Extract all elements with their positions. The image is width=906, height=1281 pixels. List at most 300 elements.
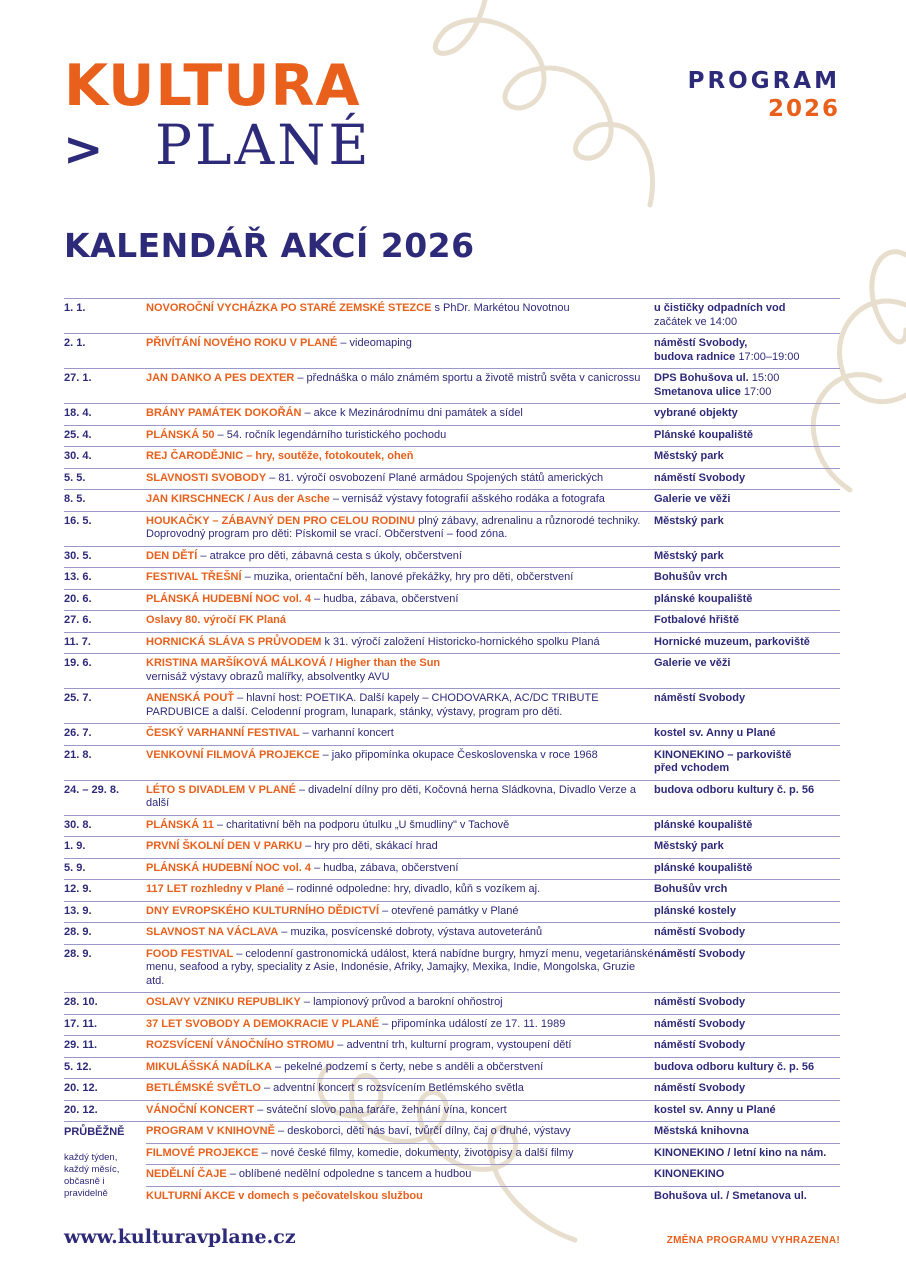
event-description [146,840,654,854]
event-name: PLÁNSKÁ HUDEBNÍ NOC vol. 4 [146,592,312,605]
ongoing-row [146,1164,840,1186]
event-name: BRÁNY PAMÁTEK DOKOŘÁN [146,407,302,419]
event-place-name: Galerie ve věži [654,493,731,505]
event-place-name: kostel sv. Anny u Plané [654,1103,776,1116]
event-place-line [654,1104,840,1118]
event-place [654,636,840,650]
event-place-name: náměstí Svobody [654,947,746,960]
event-detail: – otevřené památky v Plané [379,904,519,917]
event-row [64,653,840,688]
event-place [654,302,840,329]
event-detail: k 31. výročí založení Historicko-hornického spolku Planá [321,635,600,648]
event-detail: – nové české filmy, komedie, dokumenty, životopisy a další filmy [258,1146,574,1159]
event-place-name: plánské koupaliště [654,861,753,874]
event-description [146,493,654,507]
event-place-line [654,727,840,741]
ongoing-heading: PRŮBĚŽNĚ [64,1126,125,1138]
program-badge [688,68,840,123]
event-row [64,901,840,923]
event-description [146,571,654,585]
event-description [146,1168,654,1182]
event-description [146,472,654,486]
event-place-name: Bohušova ul. / Smetanova ul. [654,1189,807,1202]
event-date: 20. 12. [64,1103,98,1116]
event-name: JAN DANKO A PES DEXTER [146,372,295,384]
event-description [146,905,654,919]
event-place-line [654,948,840,962]
event-detail: plný zábavy, adrenalinu a různorodé techniky. Doprovodný program pro děti: Pískomil se vrací. Občerstvení – food zóna. [146,514,641,540]
event-place-name-2: Smetanova ulice [654,385,741,398]
event-place-name-2: před vchodem [654,762,730,774]
event-place-line [654,429,840,443]
event-place-extra: začátek ve 14:00 [654,315,738,328]
event-place [654,1061,840,1075]
event-description [146,636,654,650]
event-description [146,883,654,897]
event-date: 5. 5. [64,471,86,484]
event-date: 27. 6. [64,614,92,626]
event-description [146,337,654,364]
event-place-name: Bohušův vrch [654,883,728,895]
event-description [146,1190,654,1204]
event-description [146,819,654,833]
event-row [64,446,840,468]
event-place [654,692,840,719]
event-place-name: vybrané objekty [654,407,738,419]
event-detail: – akce k Mezinárodnímu dni památek a sídel [301,407,523,419]
event-row [64,1078,840,1100]
logo-kultura: KULTURA [64,53,361,119]
event-date: 2. 1. [64,337,86,349]
event-place-line [654,762,840,776]
event-detail: – hlavní host: POETIKA. Další kapely – CHODOVARKA, AC/DC TRIBUTE PARDUBICE a další. Celodenní program, lunapark, stánky, výstavy, program pro děti. [146,692,599,718]
event-date: 25. 7. [64,692,92,704]
event-row [64,780,840,815]
event-description [146,784,654,811]
event-place-line [654,1082,840,1096]
event-place [654,905,840,919]
event-place-name: náměstí Svobody, [654,337,748,349]
event-name: FESTIVAL TŘEŠNÍ [146,571,242,583]
event-name: PLÁNSKÁ HUDEBNÍ NOC vol. 4 [146,861,312,874]
event-place-line [654,926,840,940]
event-row [64,723,840,745]
event-place-line [654,593,840,607]
program-year: 2026 [767,95,840,122]
event-place [654,1168,840,1182]
event-detail: – sváteční slovo pana faráře, žehnání vína, koncert [254,1103,507,1116]
event-place [654,926,840,940]
event-place [654,996,840,1010]
event-detail: – muzika, posvícenské dobroty, výstava autoveteránů [278,926,543,938]
event-place [654,1147,840,1161]
event-detail: – deskoborci, děti nás baví, tvůrčí dílny, čaj o druhé, výstavy [274,1125,571,1137]
event-description [146,948,654,989]
event-place-name: u čističky odpadních vod [654,302,786,314]
logo-arrow-icon: > [63,122,104,176]
event-date: 20. 6. [64,592,92,605]
event-place-name: budova odboru kultury č. p. 56 [654,1060,815,1073]
event-name: PLÁNSKÁ 11 [146,818,214,831]
event-place [654,1018,840,1032]
event-place-name: DPS Bohušova ul. [654,372,749,384]
event-name: PRVNÍ ŠKOLNÍ DEN V PARKU [146,840,303,852]
event-place-line [654,819,840,833]
events-list [64,298,840,1121]
event-detail: – rodinné odpoledne: hry, divadlo, kůň s vozíkem aj. [284,883,541,895]
event-place [654,593,840,607]
event-description [146,302,654,329]
event-place [654,1190,840,1204]
event-row [64,944,840,993]
event-name: VENKOVNÍ FILMOVÁ PROJEKCE [146,748,320,761]
event-date: 26. 7. [64,727,92,739]
event-description [146,593,654,607]
event-place [654,840,840,854]
event-place-line [654,515,840,529]
event-row [64,468,840,490]
event-row [64,745,840,780]
event-description [146,450,654,464]
event-row [64,403,840,425]
event-row [64,836,840,858]
events-table [64,298,840,1207]
event-description [146,1104,654,1118]
event-place-line [654,657,840,671]
event-place-line [654,351,840,365]
event-date: 13. 6. [64,571,92,583]
event-date: 30. 5. [64,549,92,562]
event-detail: – adventní koncert s rozsvícením Betlémského světla [260,1082,524,1094]
event-date: 8. 5. [64,493,86,505]
event-place-name: Bohušův vrch [654,571,728,583]
ongoing-label [64,1122,146,1207]
event-name: Oslavy 80. výročí FK Planá [146,614,287,626]
event-description [146,614,654,628]
event-place-time: 15:00 [748,372,780,384]
event-description [146,926,654,940]
event-name: SLAVNOSTI SVOBODY [146,471,267,484]
event-date: 19. 6. [64,657,92,669]
event-detail: – lampionový průvod a barokní ohňostroj [300,996,503,1008]
event-place-time: 17:00 [740,385,772,398]
event-name: MIKULÁŠSKÁ NADÍLKA [146,1060,272,1073]
event-place [654,727,840,741]
event-place-name: Galerie ve věži [654,657,731,669]
event-place-line [654,1018,840,1032]
event-place [654,948,840,989]
logo-plane: PLANÉ [155,113,372,177]
event-detail: – pekelné podzemí s čerty, nebe s anděli a občerstvení [271,1060,544,1073]
event-place-name: budova odboru kultury č. p. 56 [654,783,815,796]
event-description [146,1039,654,1053]
event-detail: – varhanní koncert [299,727,394,739]
event-row [64,368,840,403]
event-description [146,657,654,684]
event-name: NEDĚLNÍ ČAJE [146,1168,227,1180]
event-place-name: náměstí Svobody [654,1039,746,1051]
event-date: 5. 9. [64,861,86,874]
event-place-line [654,749,840,763]
event-place [654,862,840,876]
event-detail: – oblíbené nedělní odpoledne s tancem a hudbou [226,1168,472,1180]
event-place-name: Městský park [654,514,724,527]
event-place-name: Plánské koupaliště [654,428,754,441]
event-place [654,571,840,585]
event-row [64,922,840,944]
event-name: LÉTO S DIVADLEM V PLANÉ [146,783,296,796]
event-detail: – 81. výročí osvobození Plané armádou Spojených států amerických [266,471,604,484]
event-row [64,425,840,447]
event-place-line [654,407,840,421]
event-place [654,1125,840,1139]
event-place-line [654,386,840,400]
event-name: JAN KIRSCHNECK / Aus der Asche [146,493,330,505]
event-date: 25. 4. [64,428,92,441]
event-name: 117 LET rozhledny v Plané [146,883,285,895]
event-date: 12. 9. [64,883,92,895]
event-place-line [654,692,840,706]
event-date: 18. 4. [64,407,92,419]
event-row [64,632,840,654]
event-place-name: plánské koupaliště [654,592,753,605]
event-date: 11. 7. [64,635,91,648]
event-detail: – muzika, orientační běh, lanové překážky, hry pro děti, občerstvení [241,571,574,583]
event-date: 30. 8. [64,818,92,831]
event-name: SLAVNOST NA VÁCLAVA [146,926,279,938]
event-date: 1. 9. [64,840,86,852]
event-row [64,298,840,333]
event-description [146,1018,654,1032]
event-row [64,333,840,368]
event-place-line [654,636,840,650]
event-place-name: náměstí Svobody [654,1082,746,1094]
ongoing-row [146,1122,840,1143]
event-detail: – atrakce pro děti, zábavná cesta s úkoly, občerstvení [197,549,462,562]
event-place-name: KINONEKINO – parkoviště [654,748,792,761]
event-name: NOVOROČNÍ VYCHÁZKA PO STARÉ ZEMSKÉ STEZCE [146,302,432,314]
event-place [654,337,840,364]
event-place-line [654,571,840,585]
event-place-name: Fotbalové hřiště [654,614,739,626]
event-description [146,372,654,399]
event-description [146,1125,654,1139]
event-row [64,858,840,880]
event-place [654,657,840,684]
event-place-line [654,302,840,316]
event-detail: – hry pro děti, skákací hrad [302,840,438,852]
event-place-line [654,1061,840,1075]
event-place-name: plánské kostely [654,904,736,917]
event-place-line [654,614,840,628]
event-date: 29. 11. [64,1039,98,1051]
event-place [654,1082,840,1096]
event-place [654,472,840,486]
event-place-name: náměstí Svobody [654,926,746,938]
event-date: 28. 9. [64,947,92,960]
event-row [64,879,840,901]
event-place-name: náměstí Svobody [654,471,746,484]
event-date: 27. 1. [64,372,92,384]
ongoing-row [146,1186,840,1208]
event-detail: – připomínka událostí ze 17. 11. 1989 [379,1017,566,1030]
event-detail: – hudba, zábava, občerstvení [311,861,459,874]
event-name: KULTURNÍ AKCE v domech s pečovatelskou službou [146,1189,423,1202]
event-description [146,1082,654,1096]
event-place-name: Městská knihovna [654,1125,749,1137]
event-place-name: Hornické muzeum, parkoviště [654,635,810,648]
event-description [146,1061,654,1075]
event-place [654,749,840,776]
swirl-top [435,0,652,205]
ongoing-row [146,1143,840,1165]
event-description [146,1147,654,1161]
event-place [654,550,840,564]
event-place-name: plánské koupaliště [654,818,753,831]
event-row [64,1014,840,1036]
event-name: ANENSKÁ POUŤ [146,692,235,704]
event-description [146,862,654,876]
event-row [64,992,840,1014]
event-name: DEN DĚTÍ [146,549,198,562]
event-row [64,511,840,546]
event-place-line [654,1039,840,1053]
event-name: FOOD FESTIVAL [146,947,234,960]
event-name: OSLAVY VZNIKU REPUBLIKY [146,996,301,1008]
event-detail: – vernisáž výstavy fotografií ašského rodáka a fotografa [329,493,605,505]
event-place-name: náměstí Svobody [654,692,746,704]
event-place-line [654,493,840,507]
event-description [146,550,654,564]
ongoing-note: každý týden, každý měsíc, občasně i pravidelně [64,1152,120,1199]
event-description [146,692,654,719]
event-place-line [654,840,840,854]
event-detail: – přednáška o málo známém sportu a životě mistrů světa v canicrossu [294,372,641,384]
event-name: KRISTINA MARŠÍKOVÁ MÁLKOVÁ / Higher than the Sun [146,657,441,669]
event-name: ROZSVÍCENÍ VÁNOČNÍHO STROMU [146,1039,335,1051]
event-row [64,1100,840,1122]
event-name: PŘIVÍTÁNÍ NOVÉHO ROKU V PLANÉ [146,337,338,349]
event-detail: – divadelní dílny pro děti, Kočovná herna Sládkovna, Divadlo Verze a další [146,783,636,809]
event-date: 16. 5. [64,514,92,527]
event-row [64,546,840,568]
ongoing-list [146,1122,840,1207]
event-detail: – charitativní běh na podporu útulku „U šmudliny" v Tachově [213,818,510,831]
event-detail: s PhDr. Markétou Novotnou [431,302,570,314]
event-detail: – hudba, zábava, občerstvení [311,592,459,605]
event-row [64,489,840,511]
event-place [654,429,840,443]
event-place-line [654,905,840,919]
event-place [654,515,840,542]
event-date: 13. 9. [64,904,92,917]
event-date: 5. 12. [64,1060,92,1073]
event-name: BETLÉMSKÉ SVĚTLO [146,1082,261,1094]
event-place [654,372,840,399]
event-place-line [654,337,840,351]
event-place-line [654,472,840,486]
event-row [64,1057,840,1079]
event-place-name: KINONEKINO [654,1168,725,1180]
event-row [64,1035,840,1057]
event-place-name: Městský park [654,840,724,852]
event-place-name: kostel sv. Anny u Plané [654,727,776,739]
event-date: 24. – 29. 8. [64,783,120,796]
event-description [146,407,654,421]
event-row [64,567,840,589]
event-name: PROGRAM V KNIHOVNĚ [146,1125,275,1137]
event-row [64,815,840,837]
event-name: ČESKÝ VARHANNÍ FESTIVAL [146,727,300,739]
event-place-name-2: budova radnice [654,350,736,363]
event-place-name: Městský park [654,450,724,462]
event-place-line [654,550,840,564]
event-date: 30. 4. [64,450,92,462]
event-description [146,429,654,443]
event-name: REJ ČARODĚJNIC – hry, soutěže, fotokoutek, oheň [146,450,414,462]
event-date: 21. 8. [64,748,92,761]
event-row [64,589,840,611]
event-place-name: Městský park [654,549,724,562]
event-name: HORNICKÁ SLÁVA S PRŮVODEM [146,635,322,648]
event-name: FILMOVÉ PROJEKCE [146,1146,259,1159]
page-title: KALENDÁŘ AKCÍ 2026 [64,226,475,265]
event-place-line [654,883,840,897]
event-place [654,614,840,628]
event-place-line [654,372,840,386]
event-name: VÁNOČNÍ KONCERT [146,1103,255,1116]
program-label: PROGRAM [687,68,840,94]
event-date: 28. 9. [64,926,92,938]
event-place-name: náměstí Svobody [654,1017,746,1030]
event-place-line [654,784,840,798]
event-detail: – videomaping [337,337,412,349]
website-link[interactable]: www.kulturavplane.cz [64,1226,296,1248]
event-description [146,515,654,542]
event-description [146,727,654,741]
event-detail: – 54. ročník legendárního turistického pochodu [214,428,447,441]
ongoing-section [64,1121,840,1207]
event-place-line [654,996,840,1010]
event-place [654,493,840,507]
event-date: 28. 10. [64,996,98,1008]
event-place [654,819,840,833]
event-row [64,688,840,723]
event-place-line [654,450,840,464]
event-place [654,407,840,421]
event-place [654,784,840,811]
event-place-time: 17:00–19:00 [735,350,800,363]
event-place-line [654,862,840,876]
change-notice: ZMĚNA PROGRAMU VYHRAZENA! [666,1235,840,1246]
event-place [654,450,840,464]
event-name: 37 LET SVOBODY A DEMOKRACIE V PLANÉ [146,1017,380,1030]
event-name: PLÁNSKÁ 50 [146,428,215,441]
event-detail: – adventní trh, kulturní program, vystoupení dětí [334,1039,572,1051]
event-row [64,610,840,632]
event-detail: vernisáž výstavy obrazů malířky, absolventky AVU [146,670,390,683]
event-place-name: náměstí Svobody [654,996,746,1008]
event-detail: – celodenní gastronomická událost, která nabídne burgry, hmyzí menu, vegetariánské menu, seafood a ryby, speciality z Asie, Indonésie, Afriky, Jamajky, Mexika, Indie, Mongolska, Gruzie atd. [146,947,654,987]
event-date: 17. 11. [64,1017,98,1030]
event-place-name: KINONEKINO / letní kino na nám. [654,1146,827,1159]
event-description [146,749,654,776]
event-place [654,1104,840,1118]
event-date: 1. 1. [64,302,86,314]
event-detail: – jako připomínka okupace Československa v roce 1968 [319,748,598,761]
event-name: DNY EVROPSKÉHO KULTURNÍHO DĚDICTVÍ [146,904,380,917]
event-description [146,996,654,1010]
